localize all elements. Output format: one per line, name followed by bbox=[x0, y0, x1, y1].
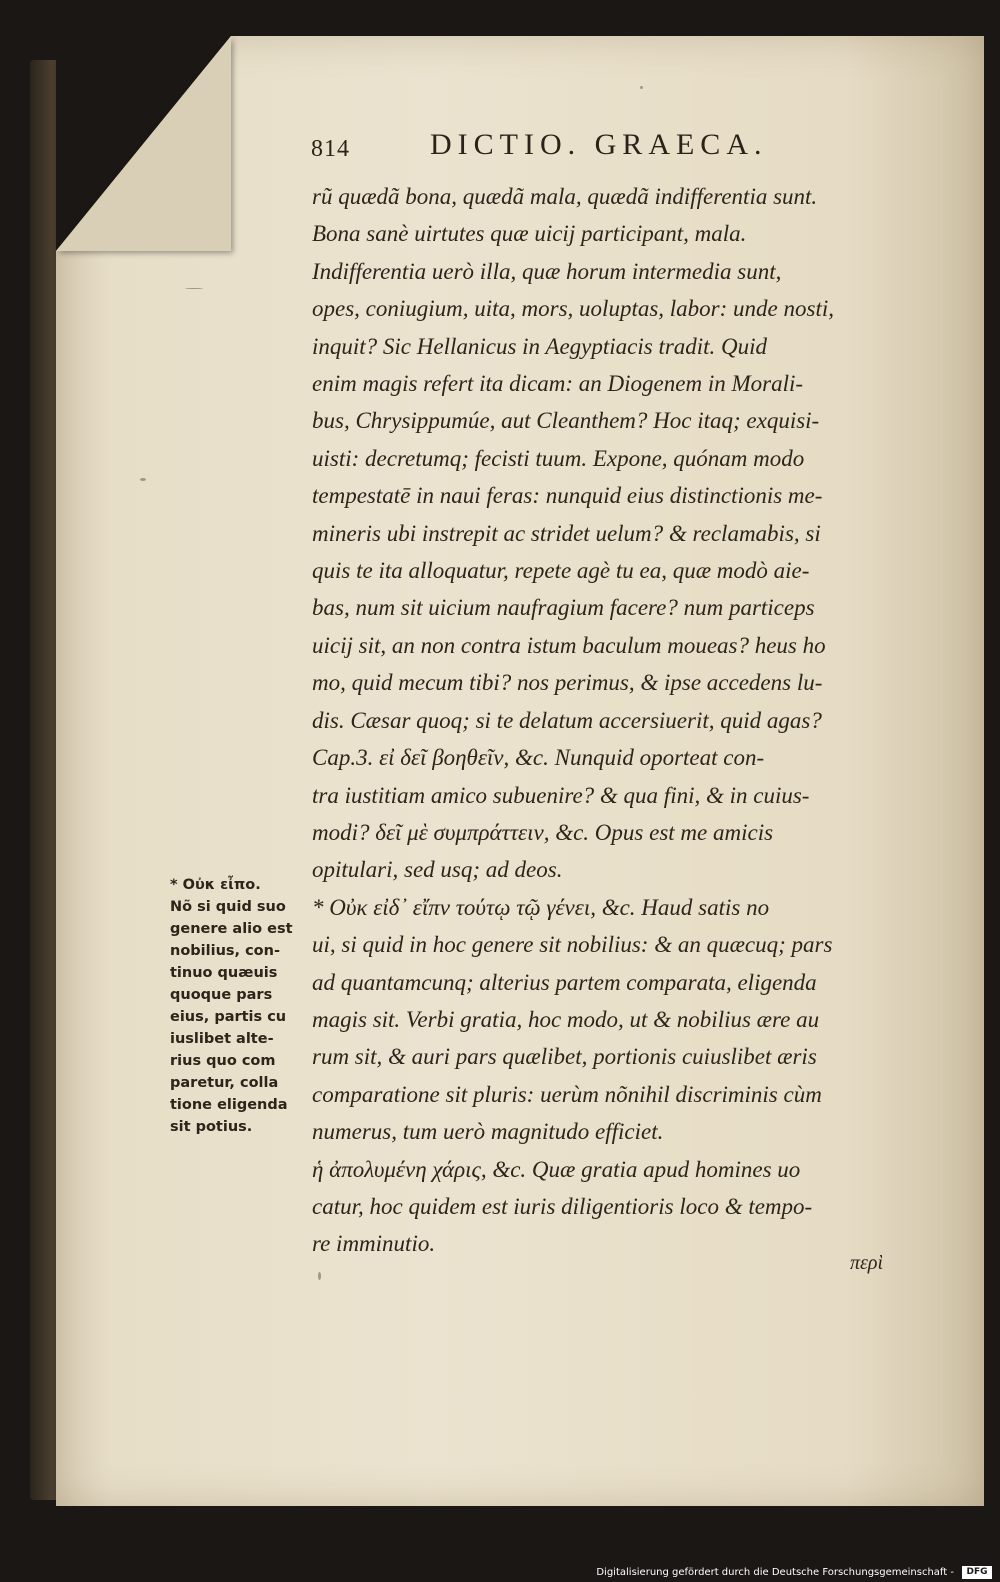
margin-note-line: sit potius. bbox=[170, 1119, 253, 1135]
margin-note-line: iuslibet alte- bbox=[170, 1031, 274, 1047]
text-line: tra iustitiam amico subuenire? & qua fini, & in cuius- bbox=[312, 782, 810, 808]
margin-note-line: rius quo com bbox=[170, 1053, 276, 1069]
paper-blemish bbox=[640, 86, 643, 89]
paper-blemish bbox=[140, 478, 146, 481]
margin-note-line: quoque pars bbox=[170, 987, 273, 1003]
text-line: Bona sanè uirtutes quæ uicij participant, mala. bbox=[312, 221, 747, 247]
margin-note-line: tinuo quæuis bbox=[170, 965, 278, 981]
text-line: numerus, tum uerò magnitudo efficiet. bbox=[312, 1119, 664, 1145]
text-line: rum sit, & auri pars quælibet, portionis cuiuslibet æris bbox=[312, 1044, 817, 1070]
text-line: tempestatē in naui feras: nunquid eius distinctionis me- bbox=[312, 483, 823, 509]
text-line: Indifferentia uerò illa, quæ horum intermedia sunt, bbox=[312, 258, 782, 284]
text-line: bus, Chrysippumúe, aut Cleanthem? Hoc itaq; exquisi- bbox=[312, 408, 820, 434]
text-line: ad quantamcunq; alterius partem comparata, eligenda bbox=[312, 969, 817, 995]
digitization-credit: Digitalisierung gefördert durch die Deutsche Forschungsgemeinschaft - bbox=[596, 1567, 954, 1578]
text-line: mo, quid mecum tibi? nos perimus, & ipse accedens lu- bbox=[312, 670, 823, 696]
text-line: ui, si quid in hoc genere sit nobilius: & an quæcuq; pars bbox=[312, 932, 833, 958]
margin-note-line: Nõ si quid suo bbox=[170, 899, 286, 915]
folded-corner bbox=[56, 36, 231, 251]
text-line: bas, num sit uicium naufragium facere? num particeps bbox=[312, 595, 815, 621]
margin-note-line: * Οὐκ εἶπο. bbox=[170, 877, 261, 893]
text-line: quis te ita alloquatur, repete agè tu ea, quæ modò aie- bbox=[312, 558, 810, 584]
margin-note-line: eius, partis cu bbox=[170, 1009, 287, 1025]
margin-note-line: tione eligenda bbox=[170, 1097, 288, 1113]
text-line: enim magis refert ita dicam: an Diogenem in Morali- bbox=[312, 371, 804, 397]
text-line: catur, hoc quidem est iuris diligentioris loco & tempo- bbox=[312, 1193, 813, 1219]
text-line: comparatione sit pluris: uerùm nõnihil discriminis cùm bbox=[312, 1081, 822, 1107]
text-line: * Οὐκ εἰδ᾽ εἴπν τούτῳ τῷ γένει, &c. Haud satis no bbox=[312, 894, 770, 920]
text-line: mineris ubi instrepit ac stridet uelum? & reclamabis, si bbox=[312, 520, 821, 546]
text-line: uisti: decretumq; fecisti tuum. Expone, quónam modo bbox=[312, 445, 805, 471]
margin-note-line: paretur, colla bbox=[170, 1075, 279, 1091]
margin-note bbox=[170, 874, 320, 1138]
text-line: rũ quædã bona, quædã mala, quædã indifferentia sunt. bbox=[312, 184, 818, 209]
paper-blemish bbox=[185, 288, 203, 289]
text-line: Cap.3. εἰ δεῖ βοηθεῖν, &c. Nunquid oporteat con- bbox=[312, 745, 765, 771]
paper-blemish bbox=[318, 1272, 321, 1280]
margin-note-line: nobilius, con- bbox=[170, 943, 280, 959]
text-line: re imminutio. bbox=[312, 1231, 436, 1257]
text-line: ἡ ἀπολυμένη χάρις, &c. Quæ gratia apud homines uo bbox=[312, 1156, 801, 1182]
text-line: inquit? Sic Hellanicus in Aegyptiacis tradit. Quid bbox=[312, 333, 768, 359]
text-line: uicij sit, an non contra istum baculum moueas? heus ho bbox=[312, 632, 826, 658]
text-line: opes, coniugium, uita, mors, uoluptas, labor: unde nosti, bbox=[312, 296, 834, 322]
text-line: dis. Cæsar quoq; si te delatum accersiuerit, quid agas? bbox=[312, 707, 822, 733]
text-line: modi? δεῖ μὲ συμπράττειν, &c. Opus est me amicis bbox=[312, 819, 774, 845]
text-line: opitulari, sed usq; ad deos. bbox=[312, 857, 563, 883]
catchword: περὶ bbox=[850, 1252, 884, 1274]
running-head: DICTIO. GRAECA. bbox=[430, 128, 768, 161]
dfg-logo: DFG bbox=[962, 1566, 992, 1579]
main-text-block bbox=[312, 178, 912, 1263]
text-line: magis sit. Verbi gratia, hoc modo, ut & nobilius ære au bbox=[312, 1006, 820, 1032]
page-number: 814 bbox=[311, 136, 350, 162]
margin-note-line: genere alio est bbox=[170, 921, 293, 937]
